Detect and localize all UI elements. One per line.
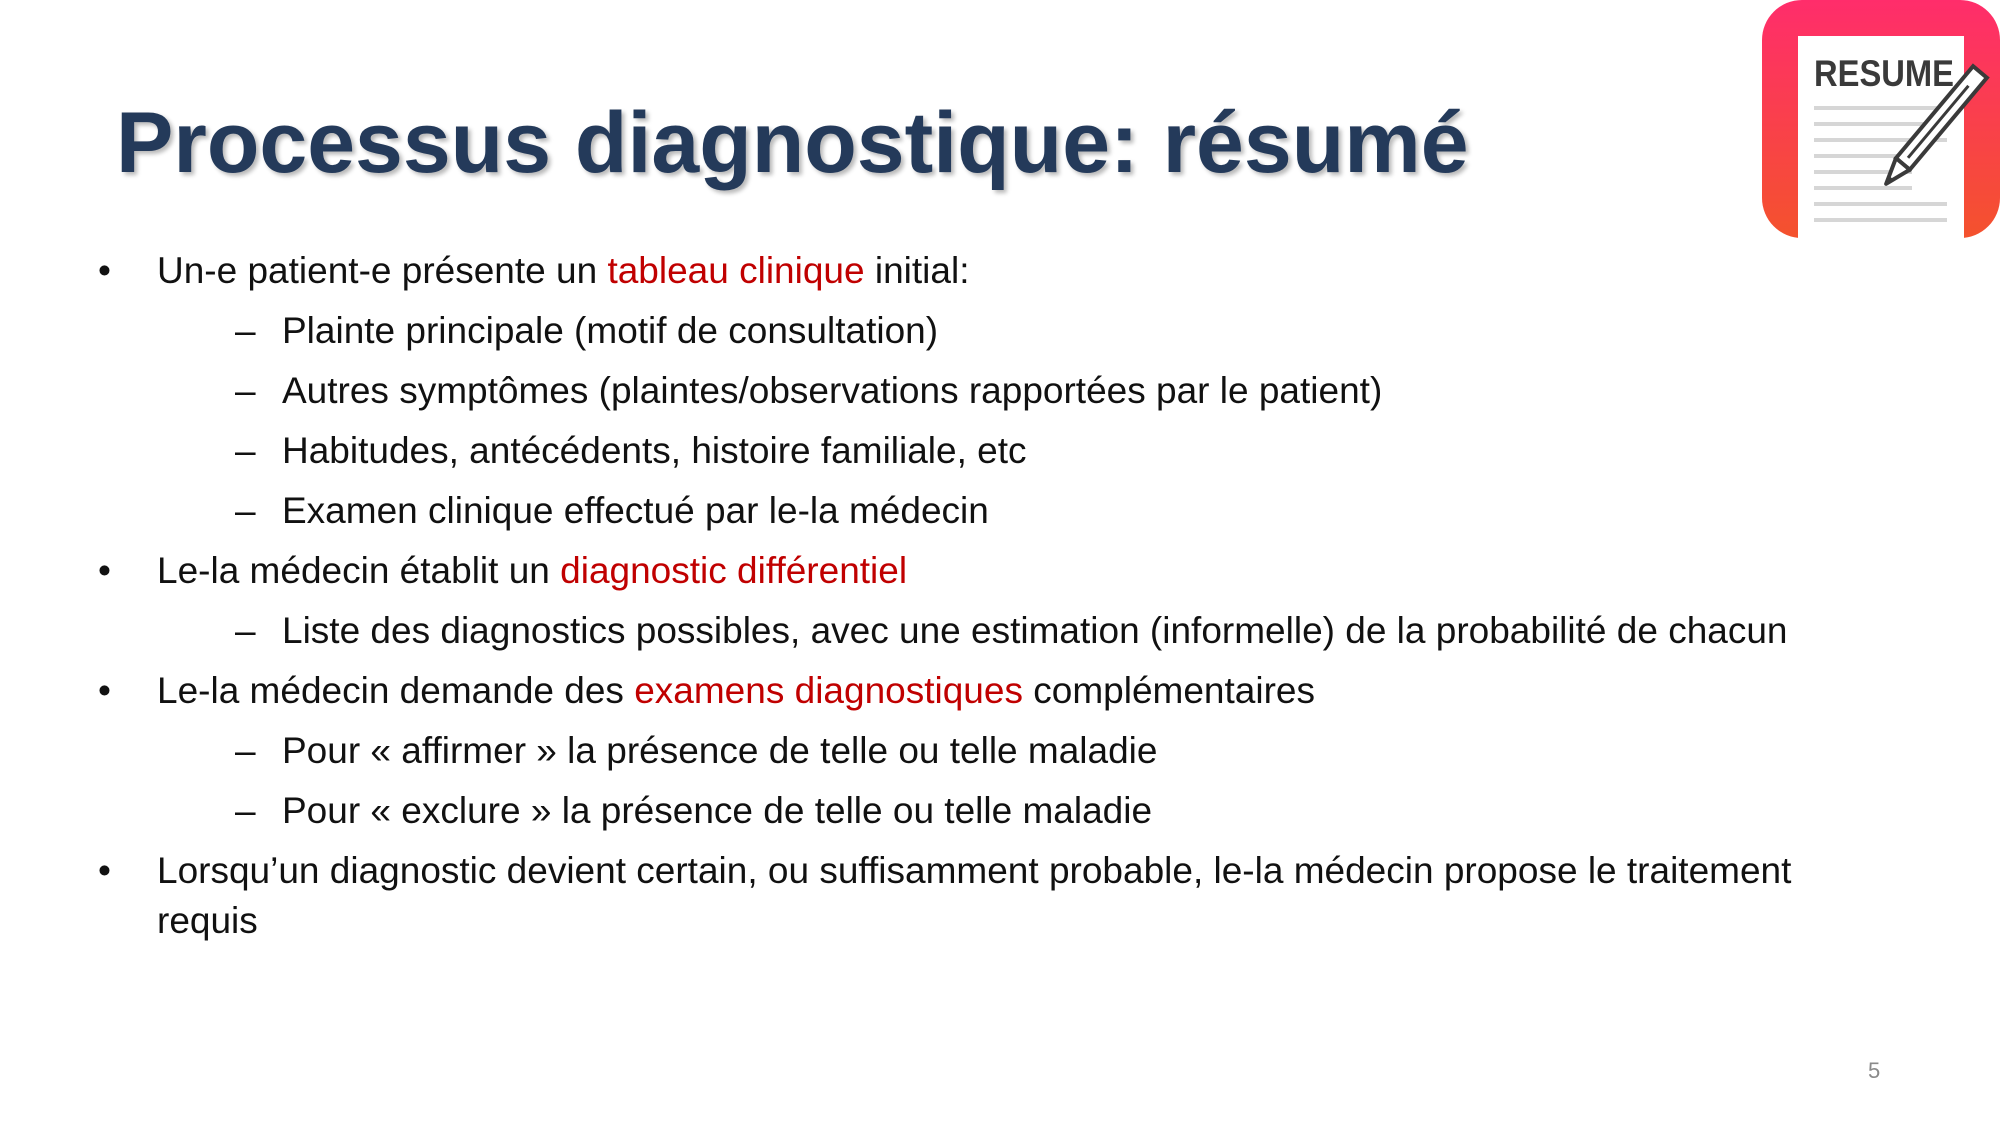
slide-title: Processus diagnostique: résumé: [116, 95, 1469, 191]
sub-bullet-dash: –: [235, 490, 256, 531]
sub-bullet-dash: –: [235, 790, 256, 831]
bullet-marker: •: [98, 550, 111, 591]
bullet-text-tail: initial:: [864, 250, 970, 291]
page-number: 5: [1868, 1058, 1881, 1083]
highlighted-term: tableau clinique: [607, 250, 865, 291]
sub-bullet-item: [157, 606, 1888, 656]
sub-bullet-item: [157, 786, 1888, 836]
bullet-text: Le-la médecin demande des: [157, 670, 635, 711]
sub-bullet-text: Pour « exclure » la présence de telle ou telle maladie: [282, 790, 1153, 831]
sub-bullet-item: [157, 426, 1888, 476]
sub-bullet-dash: –: [235, 610, 256, 651]
bullet-item: [98, 666, 1888, 836]
sub-bullet-dash: –: [235, 730, 256, 771]
resume-notepad-icon: [1762, 0, 2000, 238]
sub-bullet-text: Plainte principale (motif de consultation): [282, 310, 939, 351]
bullet-marker: •: [98, 250, 111, 291]
sub-bullet-dash: –: [235, 370, 256, 411]
sub-bullet-text: Liste des diagnostics possibles, avec une estimation (informelle) de la probabilité de chacun: [282, 610, 1788, 651]
sub-bullet-text: Examen clinique effectué par le-la médecin: [282, 490, 989, 531]
bullet-marker: •: [98, 850, 111, 891]
sub-bullet-dash: –: [235, 430, 256, 471]
sub-bullet-text: Habitudes, antécédents, histoire familiale, etc: [282, 430, 1027, 471]
highlighted-term: examens diagnostiques: [634, 670, 1023, 711]
bullet-list: [98, 246, 1888, 956]
sub-bullet-text: Autres symptômes (plaintes/observations rapportées par le patient): [282, 370, 1383, 411]
sub-bullet-item: [157, 306, 1888, 356]
sub-bullet-item: [157, 486, 1888, 536]
bullet-item: [98, 546, 1888, 656]
bullet-marker: •: [98, 670, 111, 711]
bullet-text-tail: complémentaires: [1022, 670, 1315, 711]
sub-bullet-dash: –: [235, 310, 256, 351]
bullet-text: Lorsqu’un diagnostic devient certain, ou suffisamment probable, le-la médecin propose le traitement requis: [157, 850, 1792, 941]
bullet-item: [98, 846, 1888, 946]
bullet-item: [98, 246, 1888, 536]
sub-bullet-item: [157, 366, 1888, 416]
sub-bullet-item: [157, 726, 1888, 776]
resume-icon-label: RESUME: [1814, 53, 1954, 94]
highlighted-term: diagnostic différentiel: [560, 550, 908, 591]
sub-bullet-text: Pour « affirmer » la présence de telle ou telle maladie: [282, 730, 1158, 771]
bullet-text: Le-la médecin établit un: [157, 550, 561, 591]
bullet-text: Un-e patient-e présente un: [157, 250, 608, 291]
